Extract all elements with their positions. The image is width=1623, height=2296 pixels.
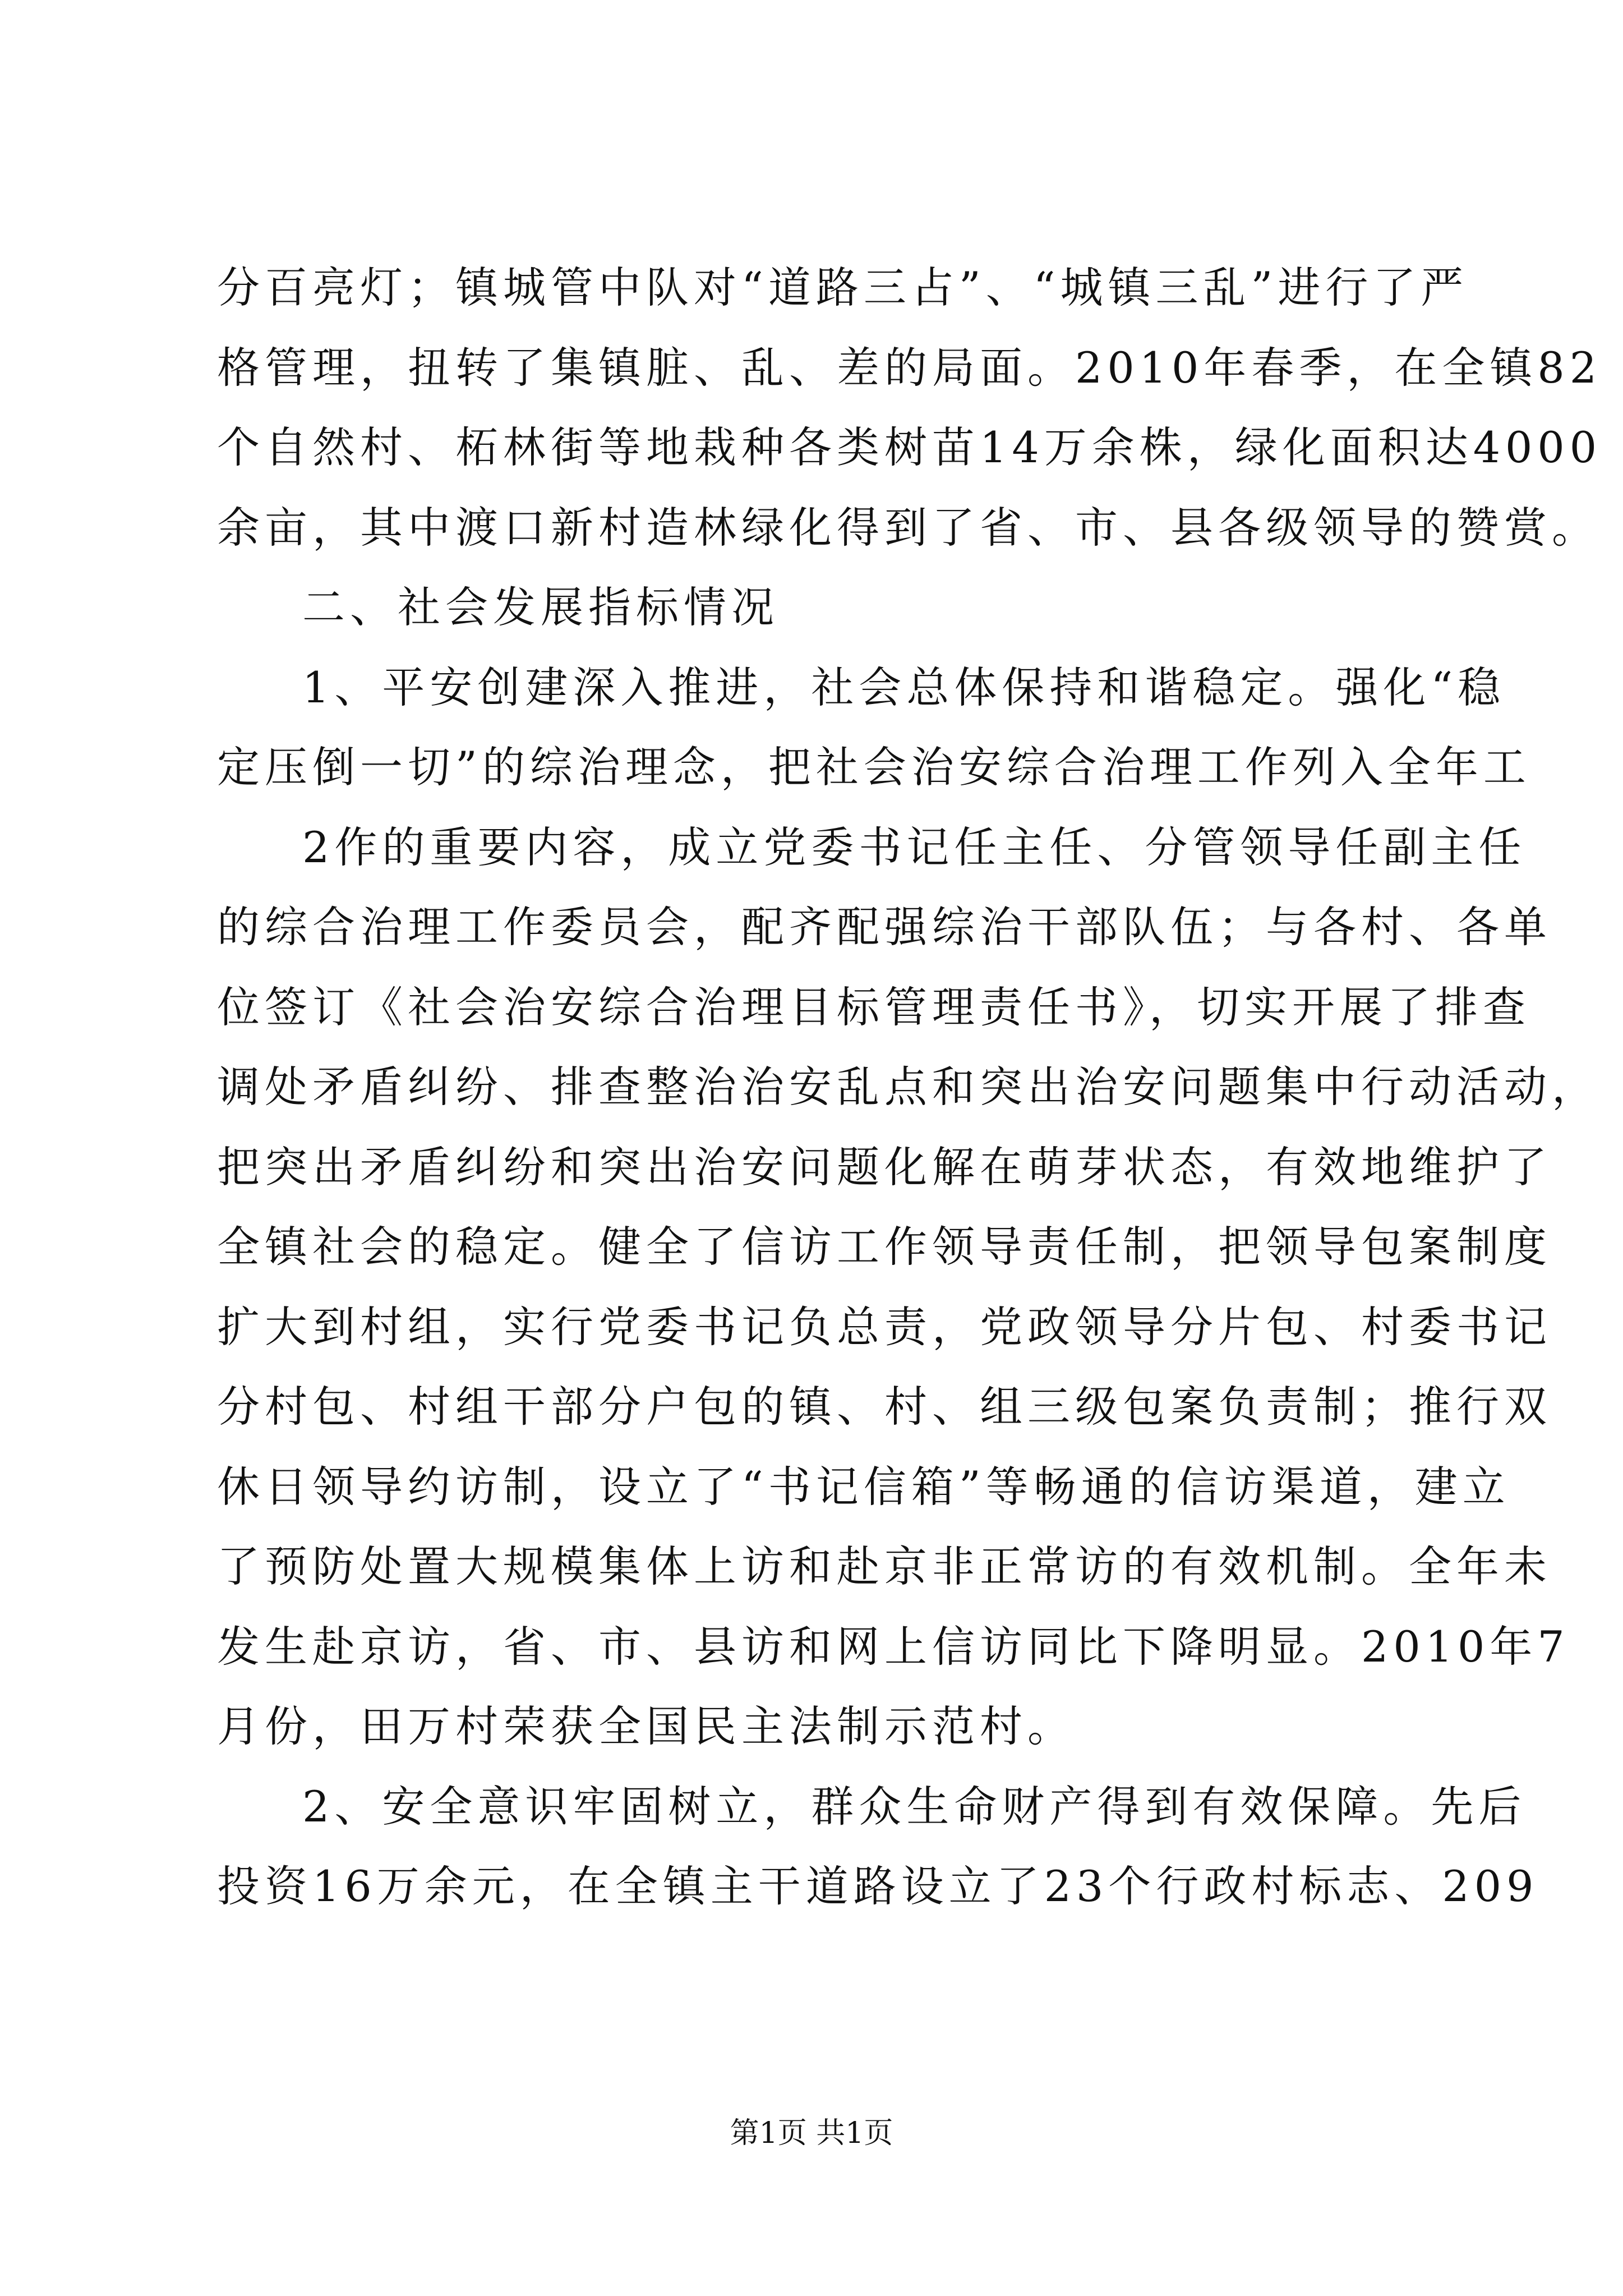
text-line: 分村包、村组干部分户包的镇、村、组三级包案负责制；推行双: [217, 1382, 1552, 1432]
document-body: [217, 248, 1602, 1927]
text-line: 2作的重要内容，成立党委书记任主任、分管领导任副主任: [302, 822, 1527, 872]
text-line: 了预防处置大规模集体上访和赴京非正常访的有效机制。全年未: [217, 1542, 1552, 1591]
text-line: 个自然村、柘林街等地栽种各类树苗14万余株，绿化面积达4000: [217, 422, 1602, 472]
text-line: 扩大到村组，实行党委书记负总责，党政领导分片包、村委书记: [217, 1301, 1552, 1352]
text-line: 1、平安创建深入推进，社会总体保持和谐稳定。强化“稳: [302, 662, 1506, 712]
text-line: 定压倒一切”的综治理念，把社会治安综合治理工作列入全年工: [217, 742, 1531, 792]
text-line: 分百亮灯；镇城管中队对“道路三占”、“城镇三乱”进行了严: [217, 263, 1469, 312]
text-line: 全镇社会的稳定。健全了信访工作领导责任制，把领导包案制度: [217, 1222, 1552, 1272]
text-line: 调处矛盾纠纷、排查整治治安乱点和突出治安问题集中行动活动，: [217, 1062, 1599, 1112]
text-line: 把突出矛盾纠纷和突出治安问题化解在萌芽状态，有效地维护了: [217, 1142, 1552, 1192]
text-line: 2、安全意识牢固树立，群众生命财产得到有效保障。先后: [302, 1781, 1527, 1832]
text-line: 的综合治理工作委员会，配齐配强综治干部队伍；与各村、各单: [217, 902, 1552, 952]
text-line: 格管理，扭转了集镇脏、乱、差的局面。2010年春季，在全镇82: [217, 342, 1602, 393]
text-line: 余亩，其中渡口新村造林绿化得到了省、市、县各级领导的赞赏。: [217, 502, 1599, 553]
text-line: 二、社会发展指标情况: [302, 582, 779, 632]
text-line: 休日领导约访制，设立了“书记信箱”等畅通的信访渠道，建立: [217, 1461, 1510, 1512]
text-line: 位签订《社会治安综合治理目标管理责任书》，切实开展了排查: [217, 982, 1530, 1032]
text-line: 发生赴京访，省、市、县访和网上信访同比下降明显。2010年7: [217, 1621, 1570, 1672]
text-line: 月份，田万村荣获全国民主法制示范村。: [217, 1701, 1075, 1751]
page-footer: 第1页 共1页: [730, 2116, 893, 2150]
text-line: 投资16万余元，在全镇主干道路设立了23个行政村标志、209: [217, 1861, 1539, 1911]
